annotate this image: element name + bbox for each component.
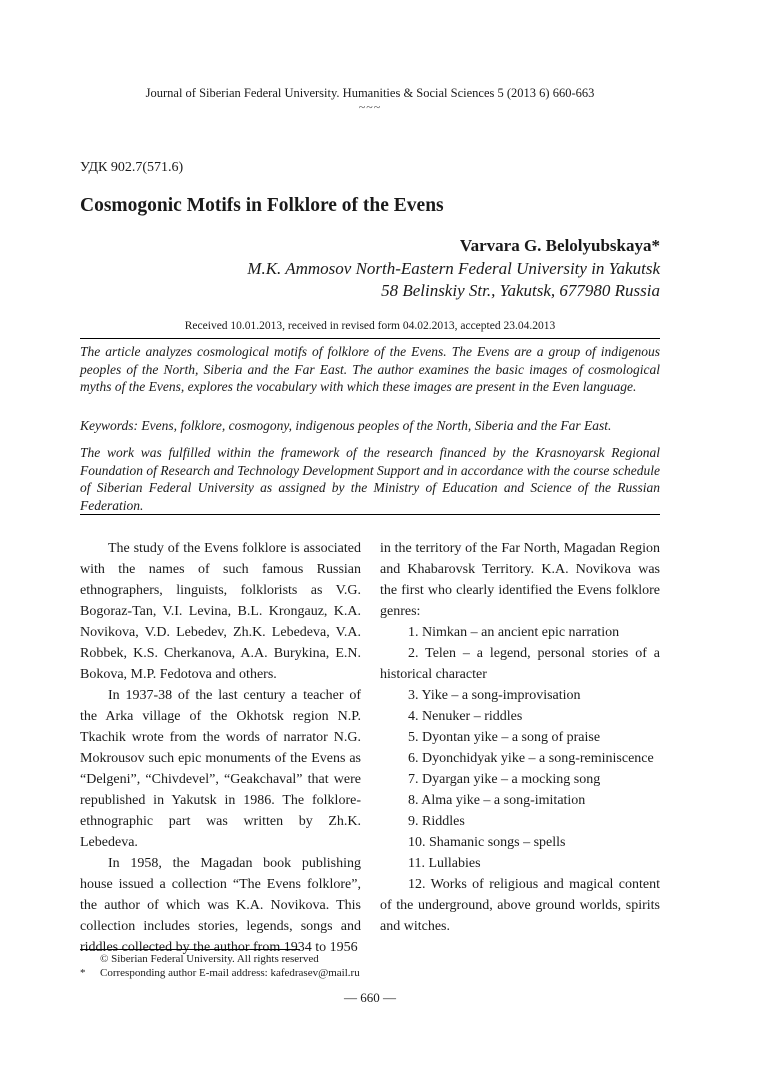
genre-list-item: 12. Works of religious and magical content of the underground, above ground worlds, spirits and witches.	[380, 877, 660, 934]
author-name: Varvara G. Belolyubskaya*	[459, 236, 660, 255]
page-number: — 660 —	[344, 990, 396, 1005]
funding-note: The work was fulfilled within the framework of the research financed by the Krasnoyarsk Regional Foundation of Research and Technology Development Support and in accordance with the course schedule of Siberian Federal University as assigned by the Ministry of Education and Science of the Russian Federation.	[80, 445, 660, 513]
genre-list-item: 9. Riddles	[408, 814, 465, 829]
body-column-left	[80, 538, 361, 958]
genre-list-item: 7. Dyargan yike – a mocking song	[408, 772, 601, 787]
genre-list-item: 10. Shamanic songs – spells	[408, 835, 566, 850]
corresponding-email: Corresponding author E-mail address: kafedrasev@mail.ru	[100, 967, 360, 979]
genre-list-item: 6. Dyonchidyak yike – a song-reminiscence	[408, 751, 654, 766]
genre-list-item: 11. Lullabies	[408, 856, 481, 871]
article-title: Cosmogonic Motifs in Folklore of the Evens	[80, 195, 444, 216]
footnote-corresponding	[80, 967, 360, 979]
received-dates: Received 10.01.2013, received in revised form 04.02.2013, accepted 23.04.2013	[184, 320, 556, 332]
genre-list-item: 1. Nimkan – an ancient epic narration	[408, 625, 620, 640]
footnote-rule	[80, 949, 300, 950]
udk-code: УДК 902.7(571.6)	[80, 160, 184, 175]
genre-list-item: 4. Nenuker – riddles	[408, 709, 523, 724]
abstract-top-rule	[80, 338, 660, 339]
copyright-text: © Siberian Federal University. All rights reserved	[100, 953, 319, 965]
header-ornament: ~~~	[358, 100, 382, 114]
body-paragraph: The study of the Evens folklore is associated with the names of such famous Russian ethnographers, linguists, folklorists as V.G. Bogoraz-Tan, V.I. Levina, B.L. Krongauz, K.A. Novikova, V.D. Lebedev, Zh.K. Lebedeva, V.A. Robbek, K.S. Cherkanova, A.A. Burykina, E.N. Bokova, M.P. Fedotova and others.	[80, 541, 361, 682]
footnote-star: *	[80, 967, 86, 979]
genre-list-item: 2. Telen – a legend, personal stories of a historical character	[380, 646, 660, 682]
affiliation-address: 58 Belinskiy Str., Yakutsk, 677980 Russia	[381, 281, 660, 300]
footnote-copyright	[80, 953, 319, 965]
body-paragraph: In 1958, the Magadan book publishing house issued a collection “The Evens folklore”, the author of which was K.A. Novikova. This collection includes stories, legends, songs and riddles collected by the author from 1934 to 1956	[80, 856, 361, 955]
body-paragraph: In 1937-38 of the last century a teacher of the Arka village of the Okhotsk region N.P. Tkachik wrote from the words of narrator N.G. Mokrousov such epic monuments of the Evens as “Delgeni”, “Chivdevel”, “Geakchaval” that were republished in Yakutsk in 1986. The folklore-ethnographic part was written by Zh.K. Lebedeva.	[80, 688, 361, 850]
abstract-bottom-rule	[80, 514, 660, 515]
genre-list-item: 8. Alma yike – a song-imitation	[408, 793, 586, 808]
body-column-right	[380, 538, 660, 937]
journal-header: Journal of Siberian Federal University. Humanities & Social Sciences 5 (2013 6) 660-663	[145, 86, 595, 100]
keywords: Keywords: Evens, folklore, cosmogony, indigenous peoples of the North, Siberia and the Far East.	[80, 418, 612, 433]
genre-list-item: 3. Yike – a song-improvisation	[408, 688, 581, 703]
body-paragraph-continued: in the territory of the Far North, Magadan Region and Khabarovsk Territory. K.A. Novikova was the first who clearly identified the Evens folklore genres:	[380, 541, 660, 619]
affiliation-university: M.K. Ammosov North-Eastern Federal University in Yakutsk	[247, 259, 660, 278]
genre-list-item: 5. Dyontan yike – a song of praise	[408, 730, 601, 745]
abstract: The article analyzes cosmological motifs of folklore of the Evens. The Evens are a group of indigenous peoples of the North, Siberia and the Far East. The author examines the basic images of cosmological myths of the Evens, explores the vocabulary with which these images are present in the Even language.	[80, 344, 660, 394]
